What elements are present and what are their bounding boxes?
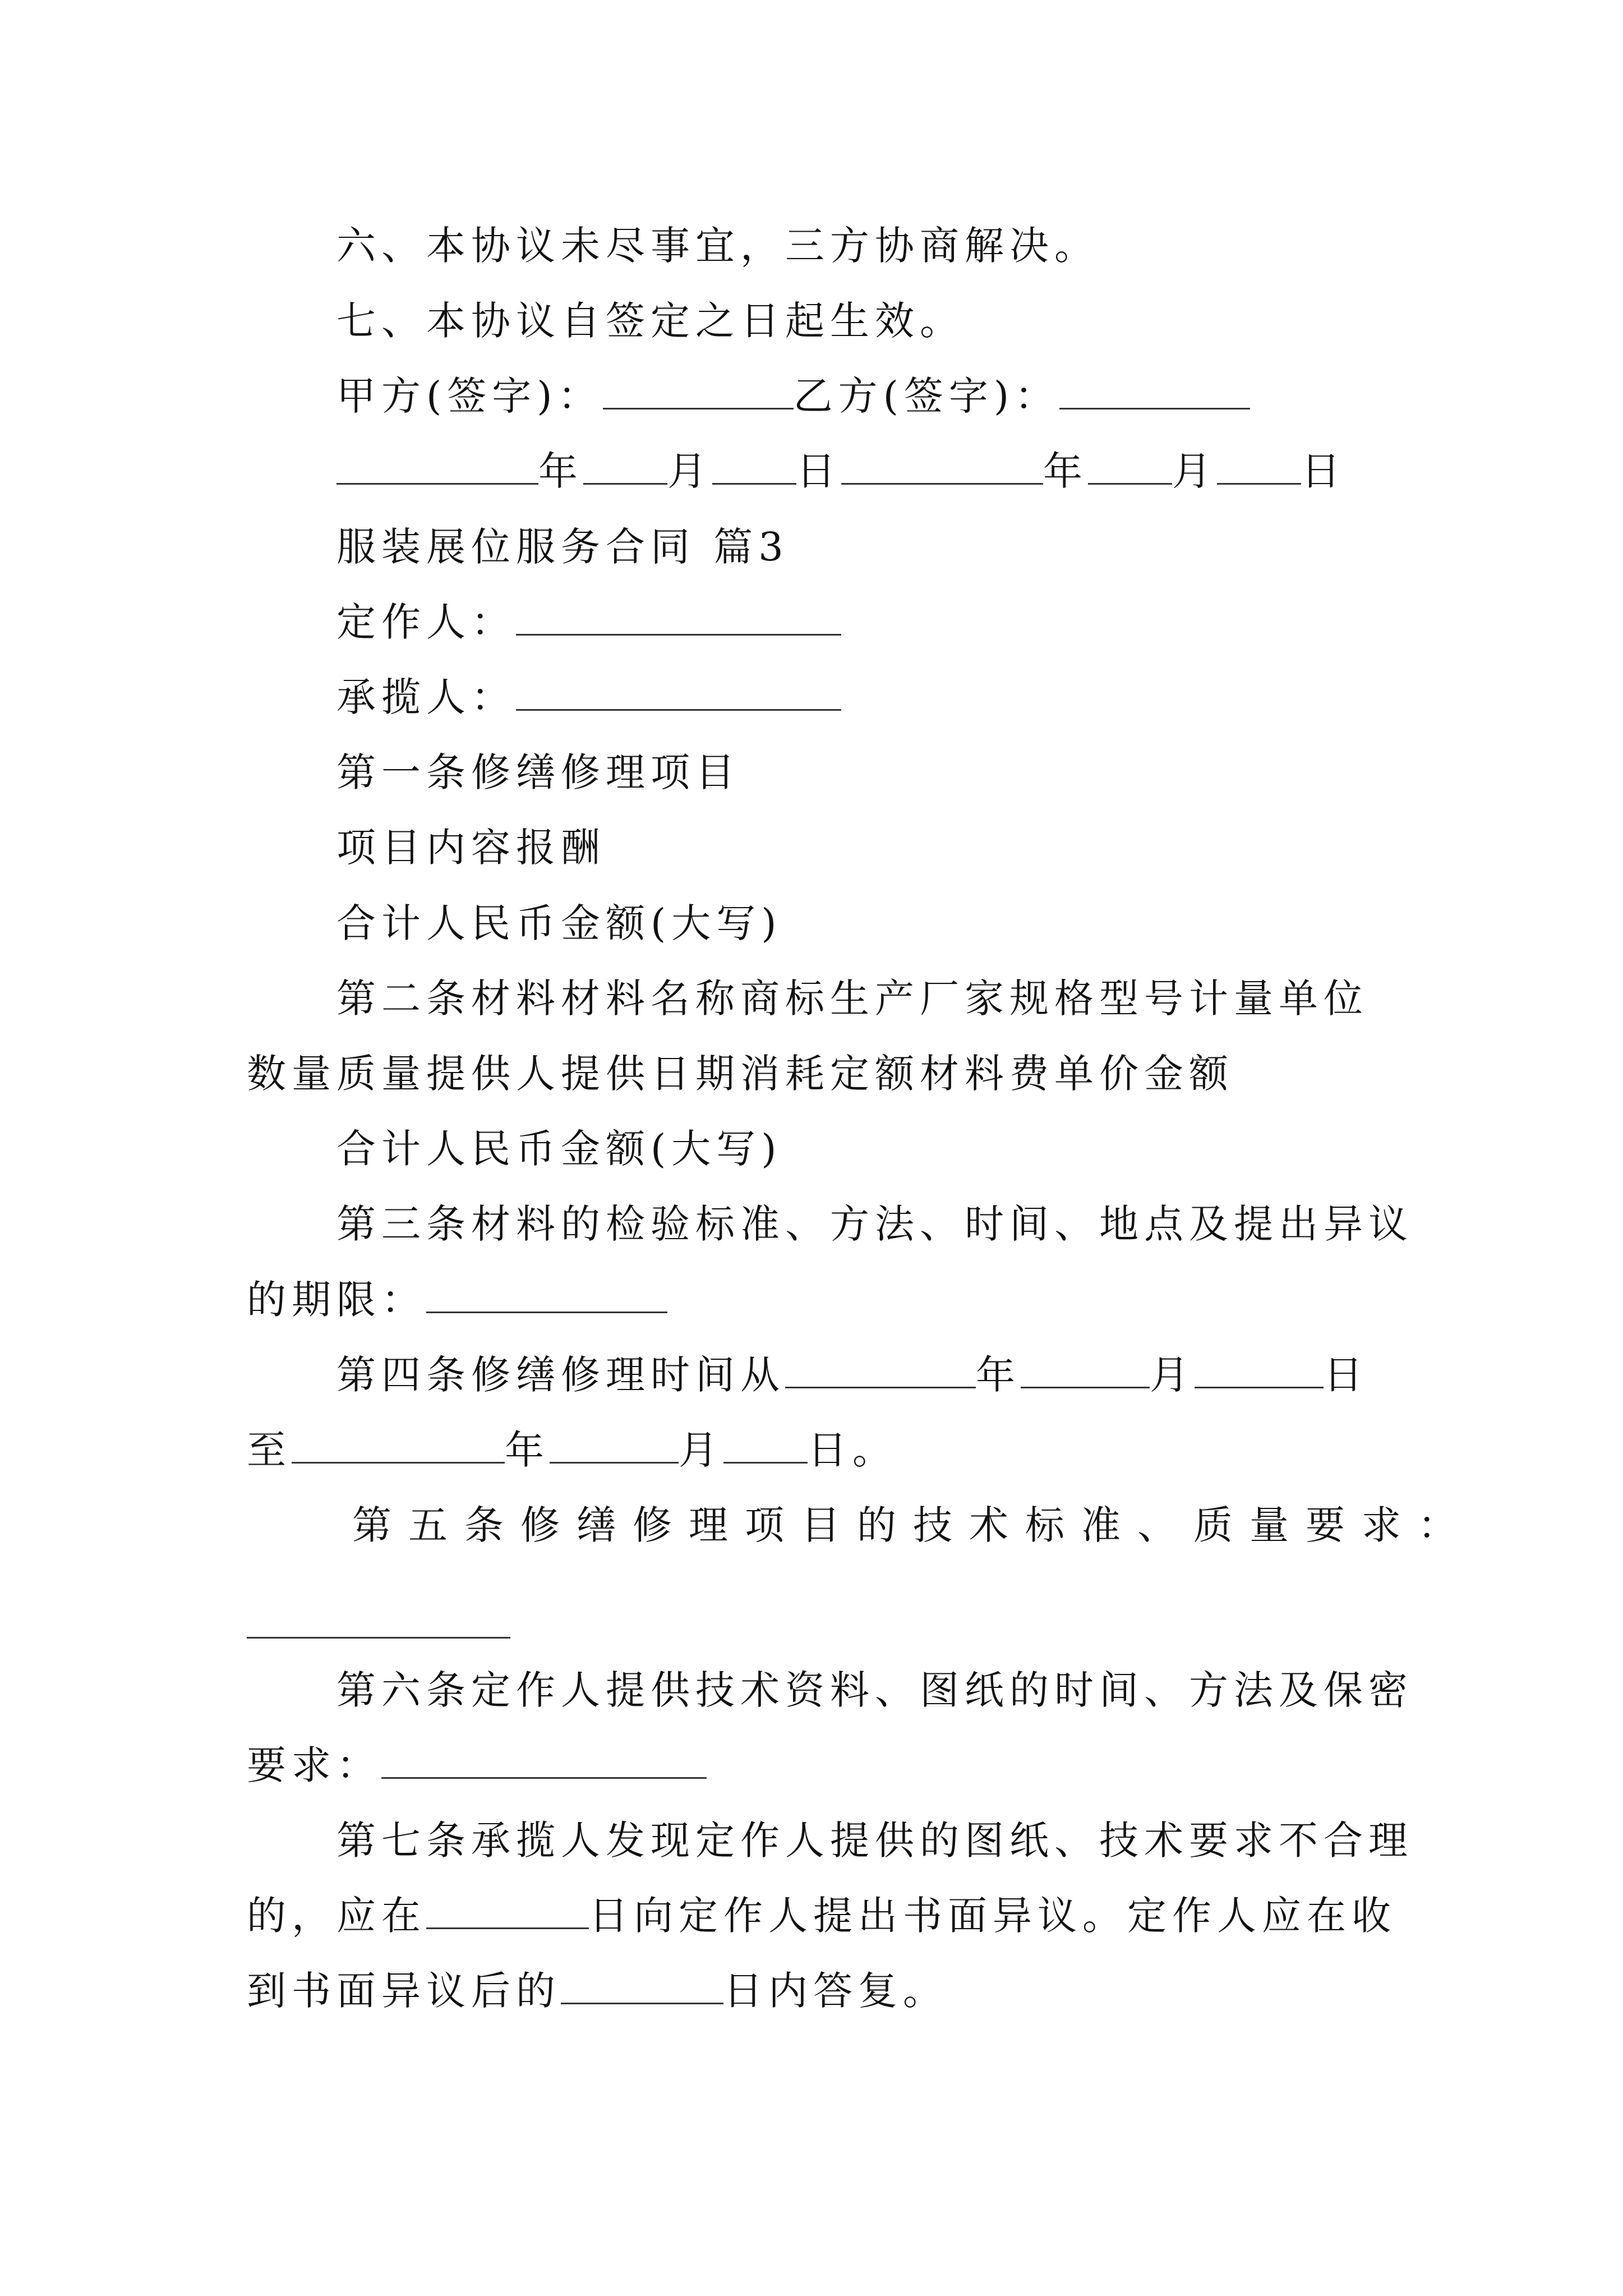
party-a-month-blank[interactable]	[583, 448, 667, 485]
owner-line: 定作人：	[336, 594, 841, 650]
contractor-blank[interactable]	[516, 674, 841, 711]
article-seven-line-1: 第七条承揽人发现定作人提供的图纸、技术要求不合理	[336, 1818, 1413, 1864]
article-one-header: 项目内容报酬	[336, 825, 606, 871]
clause-six: 六、本协议未尽事宜，三方协商解决。	[336, 223, 1099, 269]
start-month-blank[interactable]	[1021, 1352, 1150, 1388]
party-a-day-blank[interactable]	[712, 448, 796, 485]
contractor-line: 承揽人：	[336, 669, 841, 725]
party-b-signature-blank[interactable]	[1059, 373, 1250, 409]
article-seven-line-2: 的，应在 日向定作人提出书面异议。定作人应在收	[247, 1893, 1396, 1939]
party-b-day-blank[interactable]	[1217, 448, 1301, 485]
inspection-period-blank[interactable]	[426, 1277, 667, 1313]
section-title: 服装展位服务合同 篇3	[336, 524, 789, 570]
article-five: 第五条修缮修理项目的技术标准、质量要求：	[352, 1502, 1474, 1548]
article-six-line-1: 第六条定作人提供技术资料、图纸的时间、方法及保密	[336, 1667, 1413, 1713]
article-two-line-2: 数量质量提供人提供日期消耗定额材料费单价金额	[247, 1051, 1234, 1097]
start-day-blank[interactable]	[1195, 1352, 1324, 1388]
article-one: 第一条修缮修理项目	[336, 749, 740, 795]
end-month-blank[interactable]	[550, 1427, 679, 1464]
article-three-line-1: 第三条材料的检验标准、方法、时间、地点及提出异议	[336, 1201, 1413, 1247]
article-seven-line-3: 到书面异议后的 日内答复。	[247, 1968, 948, 2014]
article-five-blank[interactable]	[247, 1637, 510, 1639]
article-three-line-2: 的期限：	[247, 1272, 667, 1328]
end-year-blank[interactable]	[292, 1427, 505, 1464]
reply-days-blank[interactable]	[561, 1968, 723, 2004]
signature-line	[336, 368, 1250, 424]
article-six-line-2: 要求：	[247, 1737, 707, 1793]
objection-days-blank[interactable]	[426, 1893, 589, 1929]
start-year-blank[interactable]	[785, 1352, 976, 1388]
signature-date-line: 年 月 日 年 月 日	[336, 443, 1346, 499]
party-a-signature-blank[interactable]	[603, 373, 794, 409]
party-a-year-blank[interactable]	[336, 448, 538, 485]
party-b-year-blank[interactable]	[841, 448, 1043, 485]
owner-blank[interactable]	[516, 599, 841, 636]
total-amount-1: 合计人民币金额(大写)	[336, 900, 782, 946]
clause-seven: 七、本协议自签定之日起生效。	[336, 298, 965, 344]
party-b-label: 乙方(签字)：	[793, 373, 1060, 419]
party-a-label: 甲方(签字)：	[336, 373, 603, 419]
party-b-month-blank[interactable]	[1088, 448, 1172, 485]
total-amount-2: 合计人民币金额(大写)	[336, 1126, 782, 1172]
confidentiality-blank[interactable]	[381, 1742, 707, 1779]
end-day-blank[interactable]	[723, 1427, 808, 1464]
article-four-line-2: 至 年 月 日。	[247, 1427, 897, 1473]
article-four-line-1: 第四条修缮修理时间从 年 月 日	[336, 1352, 1368, 1398]
article-two-line-1: 第二条材料材料名称商标生产厂家规格型号计量单位	[336, 976, 1368, 1022]
